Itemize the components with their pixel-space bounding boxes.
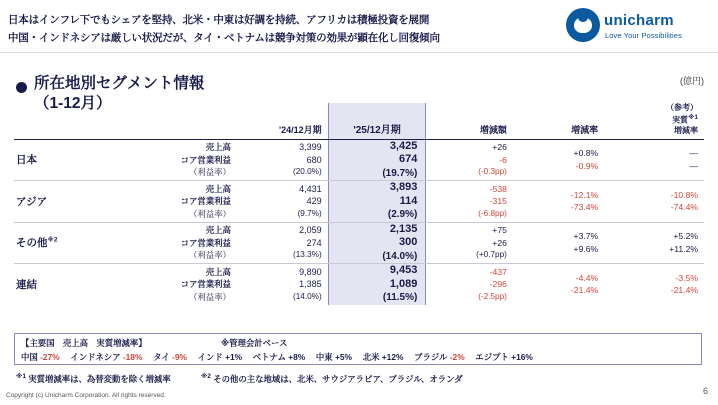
row-diff-values: -437 -296 (-2.5pp)	[478, 266, 507, 301]
row-current-values: 3,893 114 (2.9%)	[328, 181, 426, 223]
unicharm-logo	[566, 6, 712, 46]
footnote-1: $^{※1}$ 実質増減率は、為替変動を除く増減率	[16, 373, 171, 384]
header-real-rate-l2: 実質$^{※1}$	[672, 114, 698, 125]
row-current-values: 3,425 674 (19.7%)	[328, 139, 426, 181]
logo-mark-icon	[566, 8, 600, 42]
row-rate-values: -12.1% -73.4%	[513, 181, 604, 223]
country-growth-list	[21, 351, 533, 363]
country-item: 北米 +12%	[362, 352, 404, 362]
segment-table	[14, 103, 704, 305]
country-item: インドネシア -18%	[70, 352, 143, 362]
header-real-rate-l1: （参考）	[666, 103, 698, 112]
country-box-basis: ※管理会計ベース	[221, 338, 288, 348]
row-diff-values: -538 -315 (-6.8pp)	[426, 181, 513, 223]
country-growth-box	[14, 333, 702, 365]
header-prev-period: '24/12月期	[237, 103, 328, 139]
table-row	[14, 264, 704, 305]
header-diff-rate: 増減率	[513, 103, 604, 139]
row-item-labels: 売上高 コア営業利益 （利益率）	[180, 266, 231, 302]
table-header-row	[14, 103, 704, 139]
row-prev-values: 4,431 429 (9.7%)	[237, 181, 328, 223]
label-core-op: コア営業利益	[180, 154, 231, 165]
row-diff-values: +26 -6 (-0.3pp)	[426, 139, 513, 181]
table-row	[14, 181, 704, 223]
country-item: ブラジル -2%	[414, 352, 465, 362]
row-segment-label: アジア	[14, 181, 139, 223]
page-title-line2: （1-12月）	[34, 95, 112, 112]
header-real-rate-l3: 増減率	[674, 125, 698, 135]
country-box-title: 【主要国 売上高 実質増減率】	[21, 338, 147, 348]
logo-wordmark: unicharm	[604, 12, 674, 29]
row-item-labels	[139, 139, 237, 181]
logo-tagline: Love Your Possibilities	[605, 31, 682, 40]
page-title-line1: 所在地別セグメント情報	[34, 75, 205, 92]
header-line-1: 日本はインフレ下でもシェアを堅持、北米・中東は好調を持続、アフリカは積極投資を展開	[8, 14, 430, 26]
country-item: 中東 +5%	[315, 352, 352, 362]
label-margin: （利益率）	[189, 167, 231, 178]
unit-label: (億円)	[680, 76, 704, 86]
header-divider	[0, 52, 718, 53]
row-prev-values: 2,059 274 (13.3%)	[237, 222, 328, 264]
table-row	[14, 139, 704, 181]
row-real-rate-values: -10.8% -74.4%	[604, 181, 704, 223]
country-item: タイ -9%	[153, 352, 187, 362]
footnotes	[16, 372, 463, 385]
row-current-values: 9,453 1,089 (11.5%)	[328, 264, 426, 305]
row-segment-label: 連結	[16, 278, 37, 291]
country-item: エジプト +16%	[475, 352, 533, 362]
row-prev-values: 3,399 680 (20.0%)	[237, 139, 328, 181]
slide-header	[0, 0, 718, 52]
page-number: 6	[702, 386, 708, 396]
row-real-rate-values: — —	[604, 139, 704, 181]
row-item-labels: 売上高 コア営業利益 （利益率）	[139, 181, 237, 223]
row-segment-label: その他$^{※2}$	[14, 222, 139, 264]
copyright-text: Copyright (c) Unicharm Corporation. All rights reserved.	[6, 392, 166, 399]
row-real-rate-values: -3.5% -21.4%	[670, 272, 698, 296]
row-rate-values: +0.8% -0.9%	[513, 139, 604, 181]
row-segment-label: 日本	[14, 139, 139, 181]
title-bullet-icon	[16, 82, 27, 93]
row-rate-values: -4.4% -21.4%	[570, 272, 599, 296]
table-row	[14, 222, 704, 264]
footnote-2: $^{※2}$ その他の主な地域は、北米、サウジアラビア、ブラジル、オランダ	[200, 373, 463, 384]
country-item: ベトナム +8%	[252, 352, 306, 362]
header-segment	[14, 103, 139, 139]
row-rate-values: +3.7% +9.6%	[513, 222, 604, 264]
header-item	[139, 103, 237, 139]
row-diff-values: +75 +26 (+0.7pp)	[426, 222, 513, 264]
row-real-rate-values: +5.2% +11.2%	[604, 222, 704, 264]
label-sales: 売上高	[205, 142, 231, 153]
country-item: 中国 -27%	[21, 352, 60, 362]
header-current-period: '25/12月期	[328, 103, 426, 139]
header-diff-amount: 増減額	[426, 103, 513, 139]
header-line-2: 中国・インドネシアは厳しい状況だが、タイ・ベトナムは競争対策の効果が顕在化し回復傾向	[8, 32, 440, 44]
header-real-rate	[604, 103, 704, 139]
row-current-values: 2,135 300 (14.0%)	[328, 222, 426, 264]
row-prev-values: 9,890 1,385 (14.0%)	[293, 266, 322, 301]
row-item-labels: 売上高 コア営業利益 （利益率）	[139, 222, 237, 264]
country-item: インド +1%	[197, 352, 243, 362]
